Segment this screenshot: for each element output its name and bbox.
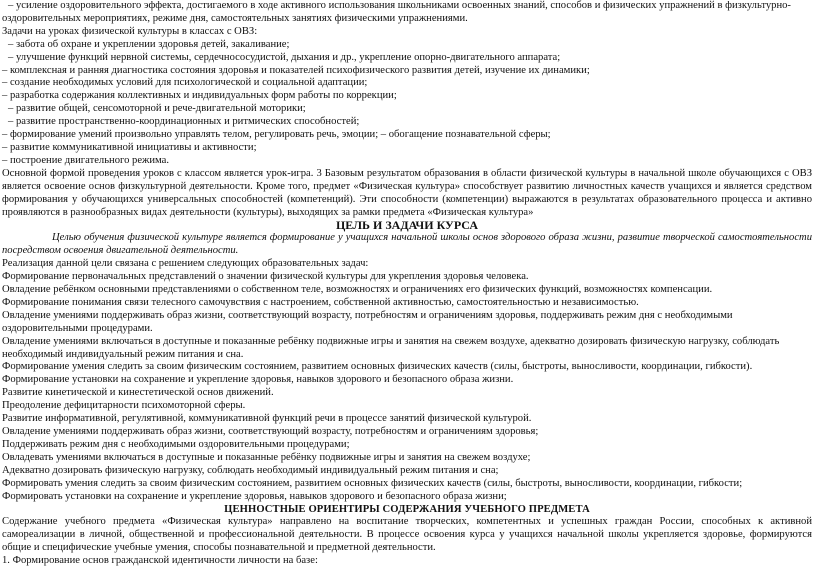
goal-heading: ЦЕЛЬ И ЗАДАЧИ КУРСА bbox=[335, 218, 479, 233]
task-line: Преодоление дефицитарности психомоторной сферы. bbox=[2, 400, 246, 412]
main-form-paragraph: Основной формой проведения уроков с классом является урок-игра. 3 Базовым результатом образования в области физической культуры в начальной школе обучающихся с ОВЗ является освоение основ физкультурной деятельности. Кроме того, предмет «Физическая культура» способствует развитию личностных качеств учащихся и является средством формирования у обучающихся универсальных способностей (компетенций). Эти способности (компетенции) выражаются в результатах образовательного процесса и активно проявляются в разнообразных видах деятельности (культуры), выходящих за рамки предмета «Физическая культура» bbox=[2, 167, 812, 218]
intro-line: Задачи на уроках физической культуры в классах с ОВЗ: bbox=[2, 25, 258, 37]
intro-line: – построение двигательного режима. bbox=[2, 154, 169, 166]
task-line: Формирование установки на сохранение и укрепление здоровья, навыков здорового и безопасного образа жизни. bbox=[2, 374, 514, 386]
intro-line: – разработка содержания коллективных и индивидуальных форм работы по коррекции; bbox=[2, 90, 397, 102]
task-line: Формировать умения следить за своим физическим состоянием, развитием основных физических качеств (силы, быстроты, выносливости, координации, гибкости; bbox=[2, 477, 743, 489]
task-line: Овладение умениями поддерживать образ жизни, соответствующий возрасту, потребностям и ограничениям здоровья; bbox=[2, 426, 539, 437]
task-line: Поддерживать режим дня с необходимыми оздоровительными процедурами; bbox=[2, 438, 350, 450]
intro-line: – формирование умений произвольно управлять телом, регулировать речь, эмоции; – обогащение познавательной сферы; bbox=[2, 129, 551, 141]
intro-line: – развитие коммуникативной инициативы и активности; bbox=[2, 141, 257, 153]
intro-line: – развитие общей, сенсомоторной и рече-двигательной моторики; bbox=[8, 103, 306, 115]
intro-line: – забота об охране и укреплении здоровья детей, закаливание; bbox=[8, 38, 290, 50]
values-heading: ЦЕННОСТНЫЕ ОРИЕНТИРЫ СОДЕРЖАНИЯ УЧЕБНОГО ПРЕДМЕТА bbox=[224, 504, 590, 516]
task-line: Развитие кинетической и кинестетической основ движений. bbox=[2, 387, 274, 399]
intro-line: – комплексная и ранняя диагностика состояния здоровья и показателей психофизического развития детей, изучение их динамики; bbox=[2, 64, 590, 76]
task-line: Овладение умениями поддерживать образ жизни, соответствующий возрасту, потребностям и ограничениям здоровья, поддерживать режим дня с необходимыми оздоровительными процедурами. bbox=[2, 309, 733, 334]
goal-paragraph: Целью обучения физической культуре является формирование у учащихся начальной школы основ здорового образа жизни, развитие творческой самостоятельности посредством освоения двигательной деятельности. bbox=[2, 232, 812, 257]
task-line: Овладение ребёнком основными представлениями о собственном теле, возможностях и ограничениях его физических функций, возможностях компенсации. bbox=[2, 284, 713, 296]
last-line: 1. Формирование основ гражданской идентичности личности на базе: bbox=[2, 555, 318, 567]
task-line: Формирование первоначальных представлений о значении физической культуры для укрепления здоровья человека. bbox=[2, 271, 529, 283]
task-line: Формирование понимания связи телесного самочувствия с настроением, собственной активностью, самостоятельностью и независимостью. bbox=[2, 296, 639, 308]
intro-line: – развитие пространственно-координационных и ритмических способностей; bbox=[8, 116, 360, 128]
values-paragraph: Содержание учебного предмета «Физическая культура» направлено на воспитание творческих, компетентных и успешных граждан России, способных к активной самореализации в личной, общественной и профессиональной деятельности. В процессе освоения курса у учащихся начальной школы укрепляется здоровье, формируются общие и специфические учебные умения, способы познавательной и предметной деятельности. bbox=[2, 516, 812, 554]
task-line: Развитие информативной, регулятивной, коммуникативной функций речи в процессе занятий физической культурой. bbox=[2, 413, 532, 425]
task-line: Формировать установки на сохранение и укрепление здоровья, навыков здорового и безопасного образа жизни; bbox=[2, 490, 507, 502]
intro-line: – улучшение функций нервной системы, сердечнососудистой, дыхания и др., укрепление опорно-двигательного аппарата; bbox=[8, 51, 561, 63]
task-line: Овладение умениями включаться в доступные и показанные ребёнку подвижные игры и занятия на свежем воздухе, адекватно дозировать физическую нагрузку, соблюдать необходимый индивидуальный режим питания и сна. bbox=[2, 335, 780, 360]
task-line: Формирование умения следить за своим физическим состоянием, развитием основных физических качеств (силы, быстроты, выносливости, координации, гибкости). bbox=[2, 361, 753, 373]
tasks-intro: Реализация данной цели связана с решением следующих образовательных задач: bbox=[2, 258, 369, 270]
task-line: Адекватно дозировать физическую нагрузку, соблюдать необходимый индивидуальный режим питания и сна; bbox=[2, 464, 499, 476]
intro-line: – усиление оздоровительного эффекта, достигаемого в ходе активного использования школьниками освоенных знаний, способов и физических упражнений в физкультурно-оздоровительных мероприятиях, режиме дня, самостоятельных занятиях физическими упражнениями. bbox=[2, 0, 791, 24]
intro-line: – создание необходимых условий для психологической и социальной адаптации; bbox=[2, 77, 368, 89]
task-line: Овладевать умениями включаться в доступные и показанные ребёнку подвижные игры и занятия на свежем воздухе; bbox=[2, 451, 531, 463]
